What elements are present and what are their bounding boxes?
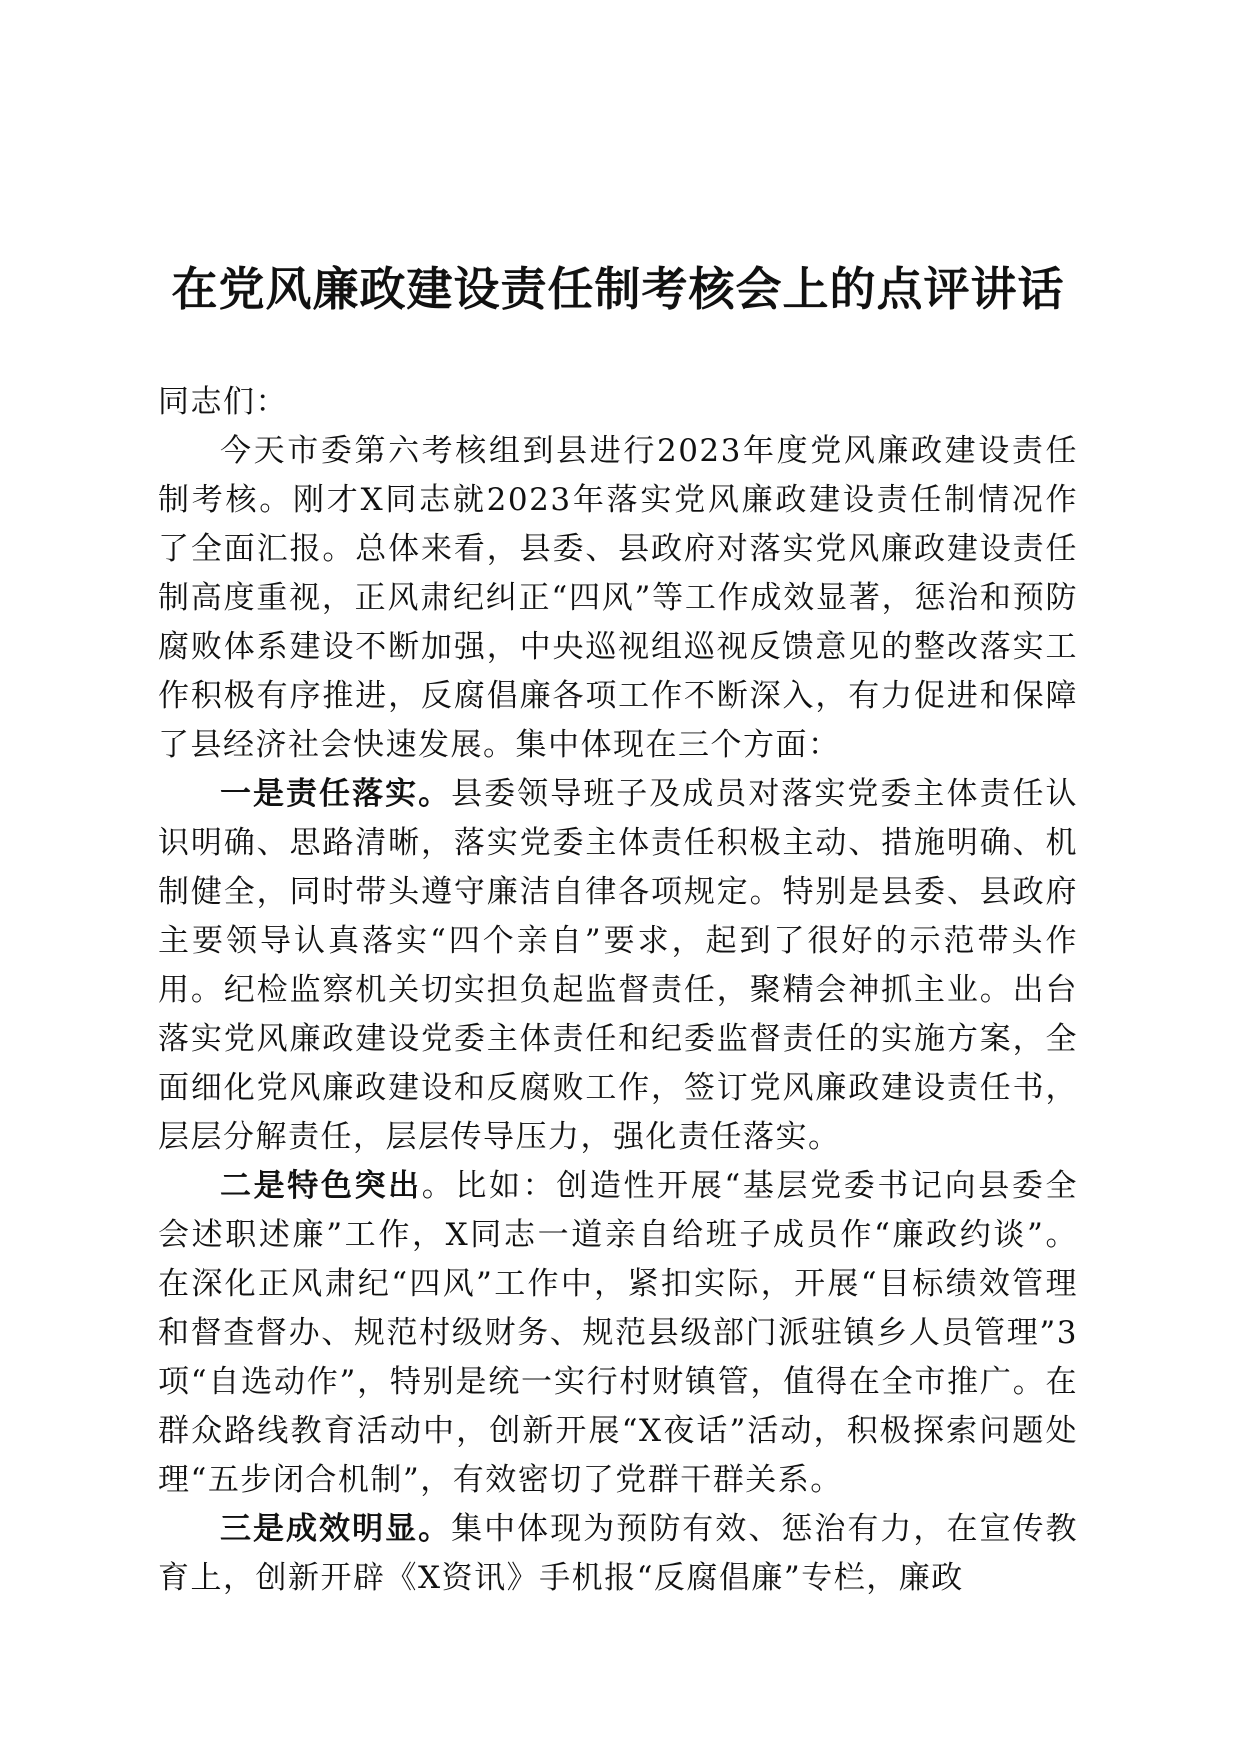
paragraph-lead: 二是特色突出: [220, 1168, 422, 1204]
paragraph-text: 。比如：创造性开展“基层党委书记向县委全会述职述廉”工作，X同志一道亲自给班子成员作“廉政约谈”。在深化正风肃纪“四风”工作中，紧扣实际，开展“目标绩效管理和督查督办、规范村级财务、规范县级部门派驻镇乡人员管理”3项“自选动作”，特别是统一实行村财镇管，值得在全市推广。在群众路线教育活动中，创新开展“X夜话”活动，积极探索问题处理“五步闭合机制”，有效密切了党群干群关系。: [158, 1168, 1078, 1498]
salutation: 同志们：: [158, 384, 288, 420]
document-body: [158, 378, 1078, 1603]
paragraph-features: [158, 1162, 1078, 1505]
paragraph-lead: 三是成效明显。: [220, 1511, 452, 1547]
paragraph-text: 集中体现为预防有效、惩治有力，在宣传教育上，创新开辟《X资讯》手机报“反腐倡廉”专栏，廉政: [158, 1511, 1078, 1596]
paragraph-lead: 一是责任落实。: [220, 776, 452, 812]
document-title: 在党风廉政建设责任制考核会上的点评讲话: [171, 261, 1065, 316]
paragraph-results: [158, 1505, 1078, 1603]
paragraph-responsibility: [158, 770, 1078, 1162]
paragraph-text: 县委领导班子及成员对落实党委主体责任认识明确、思路清晰，落实党委主体责任积极主动、措施明确、机制健全，同时带头遵守廉洁自律各项规定。特别是县委、县政府主要领导认真落实“四个亲自”要求，起到了很好的示范带头作用。纪检监察机关切实担负起监督责任，聚精会神抓主业。出台落实党风廉政建设党委主体责任和纪委监督责任的实施方案，全面细化党风廉政建设和反腐败工作，签订党风廉政建设责任书，层层分解责任，层层传导压力，强化责任落实。: [158, 776, 1078, 1155]
paragraph-intro: [158, 427, 1078, 770]
paragraph-text: 今天市委第六考核组到县进行2023年度党风廉政建设责任制考核。刚才X同志就2023年落实党风廉政建设责任制情况作了全面汇报。总体来看，县委、县政府对落实党风廉政建设责任制高度重视，正风肃纪纠正“四风”等工作成效显著，惩治和预防腐败体系建设不断加强，中央巡视组巡视反馈意见的整改落实工作积极有序推进，反腐倡廉各项工作不断深入，有力促进和保障了县经济社会快速发展。集中体现在三个方面：: [158, 433, 1078, 763]
